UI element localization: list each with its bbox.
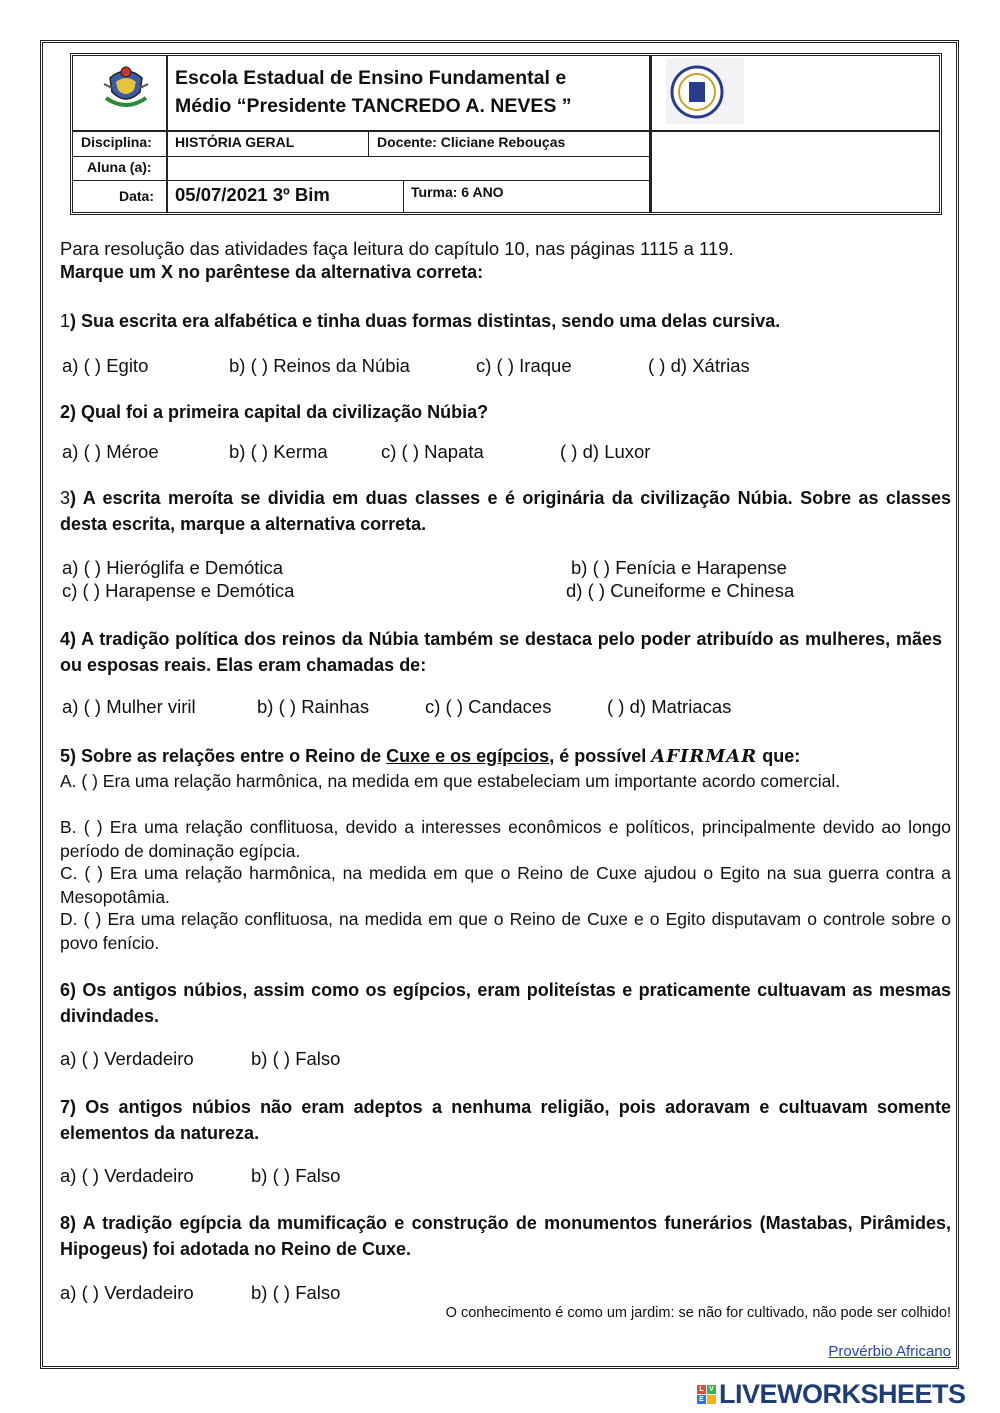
aluna-label: Aluna (a): (87, 159, 152, 175)
q5-text-d: que: (757, 746, 801, 766)
q7-option-b[interactable]: b) ( ) Falso (251, 1165, 341, 1186)
question-5 (60, 743, 951, 770)
q6-option-b[interactable]: b) ( ) Falso (251, 1048, 341, 1069)
q2-option-c[interactable]: c) ( ) Napata (381, 441, 484, 462)
q3-option-d[interactable]: d) ( ) Cuneiforme e Chinesa (566, 580, 795, 601)
question-4: 4) A tradição política dos reinos da Núbia também se destaca pelo poder atribuído as mulheres, mães ou esposas reais. Elas eram chamadas de: (60, 629, 942, 675)
q3-option-a[interactable]: a) ( ) Hieróglifa e Demótica (62, 557, 284, 578)
school-seal-logo (666, 58, 744, 124)
question-2: 2) Qual foi a primeira capital da civilização Núbia? (60, 402, 489, 422)
q3-option-b[interactable]: b) ( ) Fenícia e Harapense (571, 557, 787, 578)
q1-option-b[interactable]: b) ( ) Reinos da Núbia (229, 355, 410, 376)
q3-text: ) A escrita meroíta se dividia em duas classes e é originária da civilização Núbia. Sobre as classes desta escrita, marque a alternativa correta. (60, 488, 951, 534)
aluna-field[interactable] (175, 159, 565, 177)
q7-option-a[interactable]: a) ( ) Verdadeiro (60, 1165, 194, 1186)
question-8: 8) A tradição egípcia da mumificação e construção de monumentos funerários (Mastabas, Pirâmides, Hipogeus) foi adotada no Reino de Cuxe. (60, 1213, 951, 1259)
q4-option-a[interactable]: a) ( ) Mulher viril (62, 696, 196, 717)
liveworksheets-brand (697, 1379, 966, 1409)
q5-text-b: , é possível (549, 746, 652, 766)
disciplina-label: Disciplina: (81, 134, 152, 150)
footer-source-link[interactable]: Provérbio Africano (828, 1343, 951, 1360)
docente-value: Docente: Cliciane Rebouças (377, 134, 566, 150)
turma-value: Turma: 6 ANO (411, 184, 504, 200)
q5-option-d[interactable]: D. ( ) Era uma relação conflituosa, na medida em que o Reino de Cuxe e o Egito disputavam o controle sobre o povo fenício. (60, 909, 951, 953)
data-value: 05/07/2021 3º Bim (175, 184, 330, 205)
school-name-line1: Escola Estadual de Ensino Fundamental e (175, 67, 567, 89)
q1-number: 1 (60, 311, 71, 331)
q1-text: ) Sua escrita era alfabética e tinha duas formas distintas, sendo uma delas cursiva. (70, 311, 781, 331)
footer-quote: O conhecimento é como um jardim: se não for cultivado, não pode ser colhido! (445, 1305, 951, 1321)
data-label: Data: (119, 188, 155, 204)
q8-option-b[interactable]: b) ( ) Falso (251, 1282, 341, 1303)
q4-option-b[interactable]: b) ( ) Rainhas (257, 696, 370, 717)
q2-option-d[interactable]: ( ) d) Luxor (560, 441, 651, 462)
disciplina-value: HISTÓRIA GERAL (175, 134, 295, 150)
intro-line1: Para resolução das atividades faça leitura do capítulo 10, nas páginas 1115 a 119. (60, 238, 734, 259)
q2-option-a[interactable]: a) ( ) Méroe (62, 441, 159, 462)
q5-option-a[interactable]: A. ( ) Era uma relação harmônica, na medida em que estabeleciam um importante acordo comercial. (60, 771, 841, 791)
q3-option-c[interactable]: c) ( ) Harapense e Demótica (62, 580, 295, 601)
lve-logo-icon: L V E (697, 1385, 716, 1404)
school-crest-logo (102, 62, 150, 114)
q8-option-a[interactable]: a) ( ) Verdadeiro (60, 1282, 194, 1303)
question-3 (60, 485, 951, 537)
q3-number: 3 (60, 488, 71, 508)
school-name-line2: Médio “Presidente TANCREDO A. NEVES ” (175, 95, 572, 117)
q5-option-b[interactable]: B. ( ) Era uma relação conflituosa, devido a interesses econômicos e políticos, principalmente devido ao longo período de dominação egípcia. (60, 817, 951, 861)
q1-option-d[interactable]: ( ) d) Xátrias (648, 355, 750, 376)
brand-name: LIVEWORKSHEETS (719, 1378, 966, 1409)
q1-option-c[interactable]: c) ( ) Iraque (476, 355, 572, 376)
question-1 (60, 308, 951, 334)
q5-text-underlined: Cuxe e os egípcios (386, 746, 550, 766)
question-6: 6) Os antigos núbios, assim como os egípcios, eram politeístas e praticamente cultuavam as mesmas divindades. (60, 980, 951, 1026)
q1-option-a[interactable]: a) ( ) Egito (62, 355, 149, 376)
q2-option-b[interactable]: b) ( ) Kerma (229, 441, 328, 462)
q5-option-c[interactable]: C. ( ) Era uma relação harmônica, na medida em que o Reino de Cuxe ajudou o Egito na sua guerra contra a Mesopotâmia. (60, 863, 951, 907)
question-7: 7) Os antigos núbios não eram adeptos a nenhuma religião, pois adoravam e cultuavam somente elementos da natureza. (60, 1097, 951, 1143)
q4-option-c[interactable]: c) ( ) Candaces (425, 696, 552, 717)
intro-line2: Marque um X no parêntese da alternativa correta: (60, 262, 484, 282)
q5-text-a: 5) Sobre as relações entre o Reino de (60, 746, 387, 766)
q6-option-a[interactable]: a) ( ) Verdadeiro (60, 1048, 194, 1069)
q5-afirmar: AFIRMAR (651, 746, 758, 767)
q4-option-d[interactable]: ( ) d) Matriacas (607, 696, 732, 717)
